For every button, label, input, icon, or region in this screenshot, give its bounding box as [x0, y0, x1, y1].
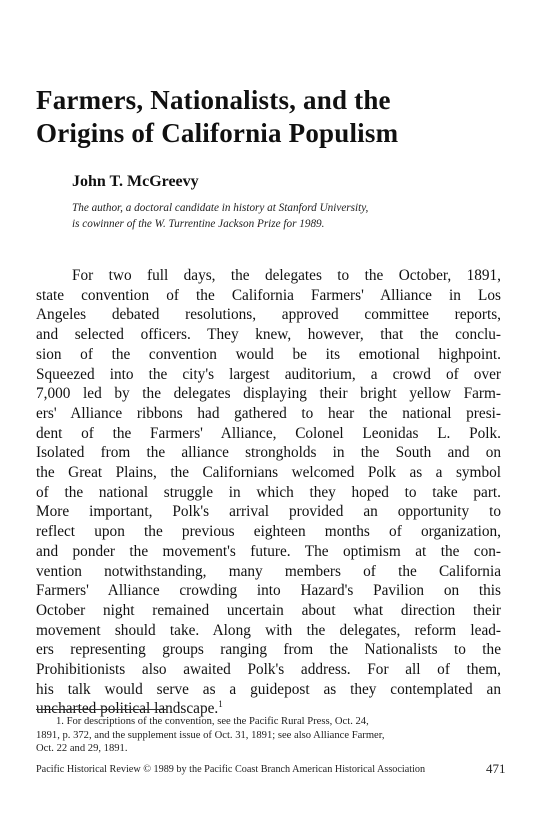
body-line: More important, Polk's arrival provided an opportunity to: [36, 503, 501, 521]
footnote: [36, 715, 501, 756]
footnote-line: 1891, p. 372, and the supplement issue of Oct. 31, 1891; see also Alliance Farmer,: [36, 729, 385, 741]
body-line: movement should take. Along with the delegates, reform lead-: [36, 621, 501, 639]
bio-line-1: The author, a doctoral candidate in history at Stanford University,: [72, 202, 369, 214]
body-line: sion of the convention would be its emotional highpoint.: [36, 345, 501, 363]
footnote-marker[interactable]: 1: [218, 699, 223, 710]
body-line: Prohibitionists also awaited Polk's address. For all of them,: [36, 661, 501, 679]
author-bio: [72, 200, 492, 232]
body-line: and ponder the movement's future. The optimism at the con-: [36, 542, 501, 560]
page-number: 471: [486, 761, 506, 776]
body-line: Squeezed into the city's largest auditorium, a crowd of over: [36, 365, 501, 383]
body-line: ers representing groups ranging from the Nationalists to the: [36, 641, 501, 659]
body-line: reflect upon the previous eighteen months of organization,: [36, 523, 501, 541]
body-line: dent of the Farmers' Alliance, Colonel Leonidas L. Polk.: [36, 424, 501, 442]
footnote-divider: [36, 709, 166, 710]
journal-footer: Pacific Historical Review © 1989 by the Pacific Coast Branch American Historical Association: [36, 764, 426, 775]
body-line: ers' Alliance ribbons had gathered to hear the national presi-: [36, 404, 501, 422]
body-line: For two full days, the delegates to the October, 1891,: [72, 267, 501, 284]
title-line-2: Origins of California Populism: [36, 118, 399, 148]
title-line-1: Farmers, Nationalists, and the: [36, 85, 391, 115]
body-line: his talk would serve as a guidepost as they contemplated an: [36, 680, 501, 698]
body-line: the Great Plains, the Californians welcomed Polk as a symbol: [36, 464, 501, 482]
author-name: John T. McGreevy: [72, 173, 199, 190]
body-line-text: uncharted political landscape.: [36, 700, 219, 718]
footnote-line: Oct. 22 and 29, 1891.: [36, 743, 128, 754]
body-line: Isolated from the alliance strongholds in the South and on: [36, 444, 501, 462]
body-line: and selected officers. They knew, however, that the conclu-: [36, 326, 501, 344]
article-title: [36, 84, 506, 150]
bio-line-2: is cowinner of the W. Turrentine Jackson Prize for 1989.: [72, 218, 325, 230]
body-line: of the national struggle in which they hoped to take part.: [36, 483, 501, 501]
body-line: 7,000 led by the delegates displaying their bright yellow Farm-: [36, 385, 501, 403]
body-line: vention notwithstanding, many members of the California: [36, 562, 501, 580]
footnote-line: 1. For descriptions of the convention, see the Pacific Rural Press, Oct. 24,: [56, 716, 369, 727]
body-line: Angeles debated resolutions, approved committee reports,: [36, 306, 501, 324]
body-paragraph: [36, 266, 501, 719]
body-line: October night remained uncertain about what direction their: [36, 601, 501, 619]
body-line: Farmers' Alliance crowding into Hazard's Pavilion on this: [36, 582, 501, 600]
body-line: state convention of the California Farmers' Alliance in Los: [36, 286, 501, 304]
